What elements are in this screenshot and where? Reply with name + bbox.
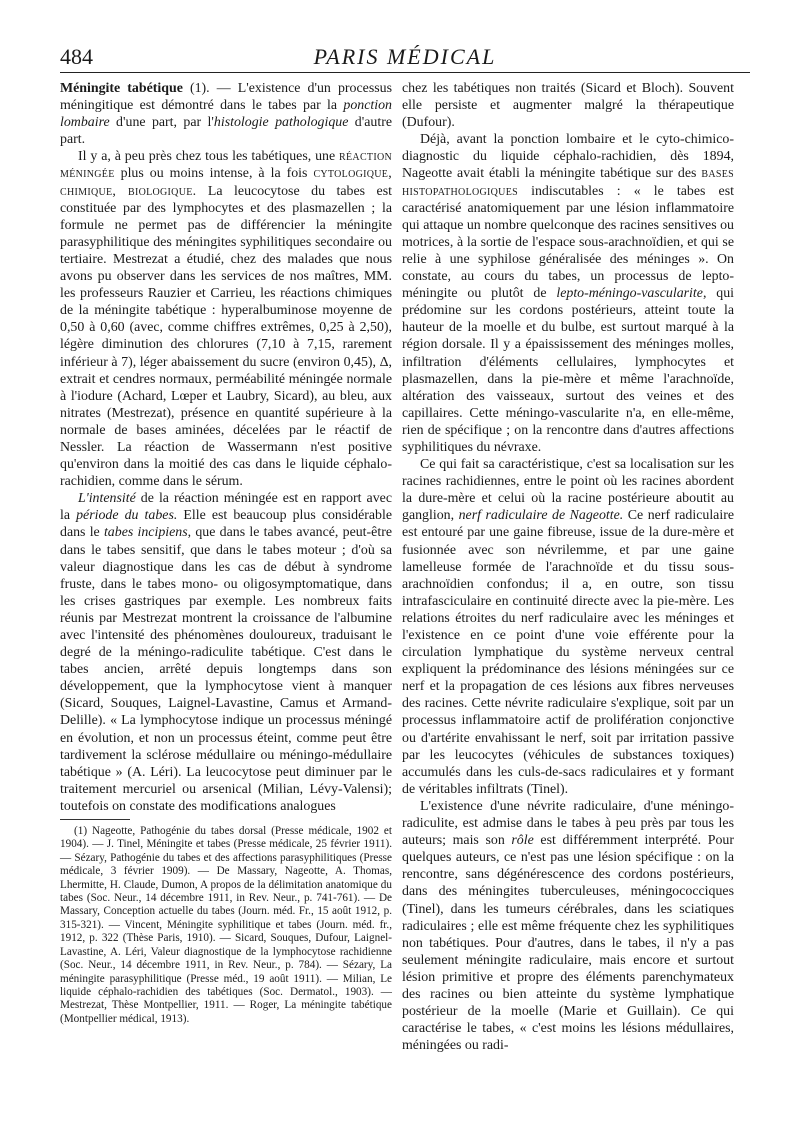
footnote-divider: [60, 819, 130, 820]
footnote-1: (1) Nageotte, Pathogénie du tabes dorsal (Presse médicale, 1902 et 1904). — J. Tinel, Méningite et tabes (Presse médicale, 25 février 1911). — Sézary, Pathogénie du tabes et des affections parasyphilitiques (Presse médicale, 3 février 1909). — De Massary, Nageotte, A. Thomas, Lhermitte, H. Claude, Dumon, A propos de la délimitation anatomique du tabes (Soc. Neur., 14 décembre 1911, in Rev. Neur., p. 741-761). — De Massary, Conception actuelle du tabes (Journ. méd. Fr., 15 août 1912, p. 315-321). — Vincent, Méningite syphilitique et tabes (Journ. méd. fr., 1912, p. 322 (Thèse Paris, 1910). — Sicard, Souques, Dufour, Laignel-Lavastine, A. Léri, Valeur diagnostique de la lymphocytose rachidienne (Soc. Neur., 14 décembre 1911, in Rev. Neur., p. 784). — Sézary, La méningite parasyphilitique (Presse méd., 19 août 1911). — Milian, Le liquide céphalo-rachidien des tabétiques (Soc. Dermatol., 1903). — Mestrezat, Thèse Montpellier, 1911. — Roger, La méningite tabétique (Montpellier médical, 1913).: [60, 825, 392, 1025]
section-heading: Méningite tabétique: [60, 81, 183, 96]
paragraph-meningite-tabetique: Méningite tabétique (1). — L'existence d'un processus méningitique est démontré dans le tabes par la ponction lombaire d'une part, par l'histologie pathologique d'autre part.: [60, 81, 393, 148]
paragraph-reaction-meningee: Il y a, à peu près chez tous les tabétiques, une réaction méningée plus ou moins intense, à la fois cytologique, chimique, biologique. La leucocytose du tabes est constituée par des lymphocytes et des plasmazellen ; la formule ne permet pas de différencier la méningite parasyphilitique des méningites syphilitiques secondaire ou tertiaire. Mestrezat a étudié, chez des malades que nous avons pu observer dans les services de nos maîtres, MM. les professeurs Rauzier et Carrieu, les réactions chimiques de la méningite tabétique : hyperalbuminose moyenne de 0,50 à 0,60 (avec, comme chiffres extrêmes, 0,25 à 2,50), légère diminution des chlorures (7,10 à 7,15, rarement inférieur à 7), léger abaissement du sucre (environ 0,45), Δ, extrait et cendres normaux, perméabilité méningée normale à l'iodure (Achard, Lœper et Laubry, Sicard), au bleu, aux nitrates (Mestrezat), présence en quantité supérieure à la normale de bases aminées, décelées par le réactif de Nessler. La réaction de Wassermann n'est positive qu'environ dans la moitié des cas dans le liquide céphalo-rachidien, comme dans le sérum.: [60, 149, 392, 490]
paragraph-intensite: L'intensité de la réaction méningée est en rapport avec la période du tabes. Elle est beaucoup plus considérable dans le tabes incipiens, que dans le tabes avancé, peut-être dans le tabes sensitif, que dans le tabes moteur ; d'où sa valeur diagnostique dans les cas de début à syndrome fruste, dans le tabes mono- ou oligosymptomatique, dans les crises gastriques par exemple. Les nombreux faits réunis par Mestrezat montrent la croissance de l'albumine avec l'intensité des phénomènes douloureux, traduisant le degré de la méningo-radiculite tabétique. C'est dans le tabes ancien, arrêté depuis longtemps dans son développement, que la lymphocytose vient à manquer (Sicard, Souques, Laignel-Lavastine, Camus et Armand-Delille). « La lymphocytose indique un processus méningé en évolution, et non un processus éteint, comme peut être tardivement la sclérose médullaire ou méningo-médullaire tabétique » (A. Léri). La leucocytose peut diminuer par le traitement mercuriel ou arsenical (Milian, Lévy-Valensi); toutefois on constate des modifications analogues: [60, 491, 393, 814]
page-header: [60, 44, 750, 73]
right-column: [402, 80, 734, 1054]
footnotes: [60, 825, 392, 1026]
running-title: PARIS MÉDICAL: [313, 44, 497, 69]
page-number: 484: [60, 44, 93, 69]
paragraph-nevrite-radiculaire: L'existence d'une névrite radiculaire, d'une méningo-radiculite, est admise dans le tabes à peu près par tous les auteurs; mais son rôle est différemment interprété. Pour quelques auteurs, ce n'est pas une lésion spécifique : on la rencontre, sans dégénérescence des cordons postérieurs, dans des méningites tuberculeuses, méningococciques (Tinel), dans les tumeurs cérébrales, dans les sciatiques radiculaires ; elle est même fréquente chez les syphilitiques non tabétiques. Pour d'autres, dans le tabes, il n'y a pas seulement méningite radiculaire, mais encore et surtout lésion primitive et propre des éléments parenchymateux des racines ou bien atteinte du système lymphatique postérieur de la moelle (Marie et Guillain). Ce qui caractérise le tabes, « c'est moins les lésions médullaires, méningées ou radi-: [402, 798, 734, 1054]
left-column: [60, 80, 392, 1026]
paragraph-localisation: Ce qui fait sa caractéristique, c'est sa localisation sur les racines rachidiennes, entre le point où les racines abordent la dure-mère et celui où la racine postérieure aboutit au ganglion, nerf radiculaire de Nageotte. Ce nerf radiculaire est entouré par une gaine fibreuse, issue de la dure-mère et fusionnée avec son névrilemme, et par une gaine lamelleuse formée de l'arachnoïde et du tissu sous-arachnoïdien confondus; il a, en outre, son tissu intrafasciculaire en continuité directe avec la pie-mère. Les relations étroites du nerf radiculaire avec les méninges et l'existence en ce point d'une voie efférente pour la circulation lymphatique du système nerveux central expliquent la prédominance des lésions méningées sur ce nerf et la propagation de ces lésions aux fibres nerveuses des racines. Cette névrite radiculaire s'explique, soit par un processus inflammatoire actif de prolifération conjonctive ou d'artérite envahissant le nerf, soit par irritation passive par les leucocytes (véhicules de substances toxiques) accumulés dans les culs-de-sacs radiculaires et y formant de véritables infiltrats (Tinel).: [402, 457, 734, 797]
paragraph-nageotte: Déjà, avant la ponction lombaire et le cyto-chimico-diagnostic du liquide céphalo-rachidien, dès 1894, Nageotte avait établi la méningite tabétique sur des bases histopathologiques indiscutables : « le tabes est caractérisé anatomiquement par une lésion inflammatoire qui attaque un nombre quelconque des racines sensitives ou motrices, à la sortie de l'espace sous-arachnoïdien, et qui se relie à une syphilose généralisée des méninges ». On constate, au cours du tabes, un processus de lepto-méningite ou plutôt de lepto-méningo-vascularite, qui prédomine sur les cordons postérieurs, atteint toute la hauteur de la moelle et du bulbe, est surtout marqué à la région dorsale. Il y a épaississement des méninges molles, infiltration d'éléments cellulaires, lymphocytes et plasmazellen, dans la pie-mère et même l'arachnoïde, altération des vaisseaux, surtout des veines et des capillaires. Cette méningo-vascularite n'a, en elle-même, rien de spécifique ; on la rencontre dans d'autres affections syphilitiques du névraxe.: [402, 132, 735, 455]
paragraph-continuation: chez les tabétiques non traités (Sicard et Bloch). Souvent elle persiste et augmenter malgré la thérapeutique (Dufour).: [402, 81, 734, 131]
